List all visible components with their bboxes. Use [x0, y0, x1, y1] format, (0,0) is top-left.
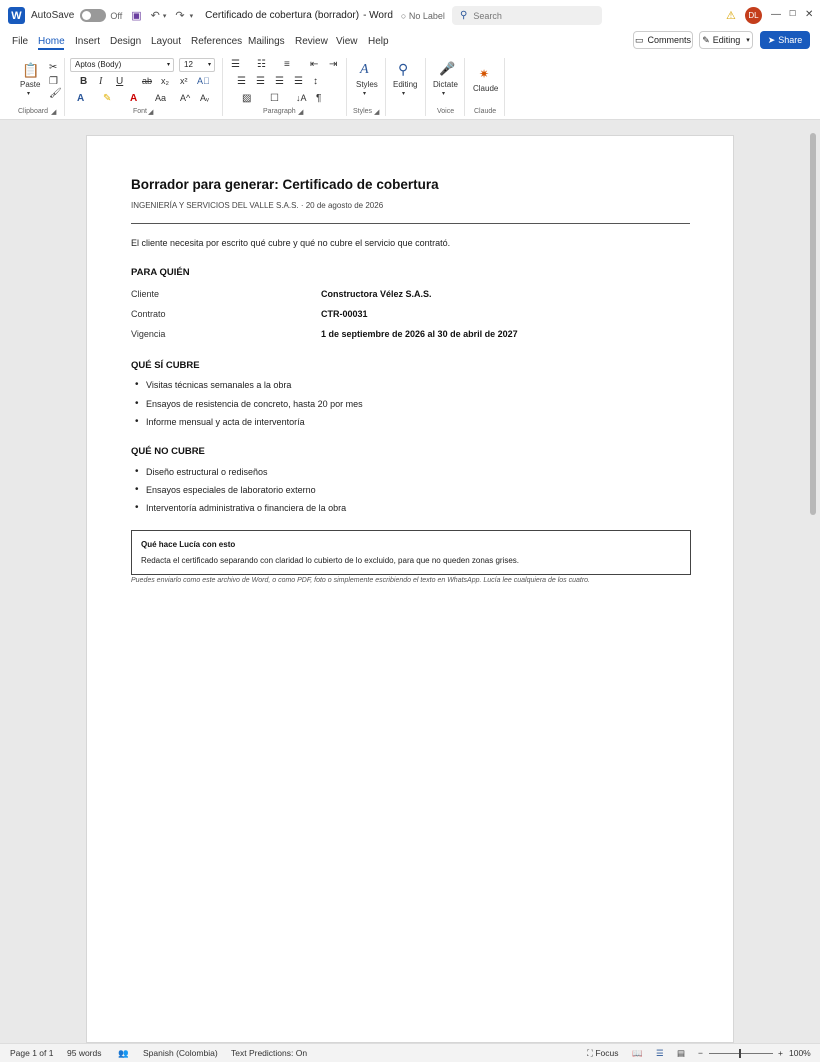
- document-heading: Borrador para generar: Certificado de cobertura: [131, 177, 439, 192]
- divider: [385, 58, 386, 116]
- paste-icon[interactable]: 📋: [22, 62, 40, 78]
- search-icon: ⚲: [460, 10, 468, 21]
- accessibility-icon[interactable]: 👥: [118, 1048, 129, 1058]
- borders-icon[interactable]: ☐: [270, 93, 279, 104]
- shrink-font-icon[interactable]: Aᵥ: [200, 93, 209, 103]
- status-bar: [0, 1043, 820, 1062]
- comments-button[interactable]: [633, 31, 693, 49]
- note-box: [131, 530, 691, 575]
- editing-mode-label: Editing: [712, 35, 741, 45]
- tab-home[interactable]: Home: [38, 36, 65, 47]
- divider: [64, 58, 65, 116]
- share-button[interactable]: [760, 31, 810, 49]
- focus-button[interactable]: [587, 1048, 618, 1059]
- search-placeholder: Search: [473, 10, 502, 21]
- paste-label[interactable]: Paste: [20, 80, 41, 89]
- undo-dropdown-icon[interactable]: ▾: [162, 12, 167, 20]
- shading-icon[interactable]: ▨: [242, 93, 252, 104]
- tab-design[interactable]: Design: [110, 36, 142, 47]
- ribbon-tabs: [0, 31, 820, 53]
- microphone-icon[interactable]: 🎤: [439, 61, 456, 76]
- app-name: - Word: [363, 10, 393, 21]
- tab-review[interactable]: Review: [295, 36, 328, 47]
- format-painter-icon[interactable]: 🖌: [49, 88, 62, 99]
- font-name-select[interactable]: [70, 58, 174, 72]
- divider: [425, 58, 426, 116]
- text-predictions-status[interactable]: Text Predictions: On: [231, 1048, 308, 1058]
- autosave-toggle[interactable]: [80, 9, 106, 22]
- sensitivity-label[interactable]: [401, 11, 445, 21]
- italic-icon[interactable]: I: [99, 76, 103, 87]
- paste-dropdown-icon[interactable]: ▾: [27, 91, 31, 97]
- list-item-text: Informe mensual y acta de interventoría: [146, 417, 305, 427]
- comment-icon: ▭: [634, 34, 644, 45]
- bold-icon[interactable]: B: [80, 76, 88, 87]
- dictate-dropdown-icon[interactable]: ▾: [442, 91, 446, 97]
- maximize-icon[interactable]: ☐: [789, 9, 797, 18]
- validity-key: Vigencia: [131, 329, 166, 339]
- avatar[interactable]: DL: [745, 7, 762, 24]
- minimize-icon[interactable]: —: [771, 9, 781, 20]
- styles-dropdown-icon[interactable]: ▾: [363, 91, 367, 97]
- close-icon[interactable]: ✕: [805, 9, 814, 20]
- list-item: [136, 467, 268, 477]
- copy-icon[interactable]: ❐: [49, 76, 58, 87]
- customize-toolbar-icon[interactable]: ▾: [189, 12, 194, 20]
- pencil-icon: ✎: [702, 34, 710, 45]
- highlight-icon[interactable]: ✎: [103, 93, 112, 104]
- dictate-button-label[interactable]: Dictate: [433, 80, 458, 89]
- language-status[interactable]: Spanish (Colombia): [143, 1048, 218, 1058]
- validity-value: 1 de septiembre de 2026 al 30 de abril de 2027: [321, 329, 518, 339]
- active-tab-indicator: [38, 48, 64, 50]
- section-para-quien-title: PARA QUIÉN: [131, 267, 190, 278]
- contract-key: Contrato: [131, 309, 166, 319]
- sensitivity-label-text: No Label: [408, 10, 445, 21]
- list-item: [136, 380, 291, 390]
- document-canvas: [0, 121, 820, 1043]
- document-page[interactable]: [86, 135, 734, 1043]
- align-right-icon[interactable]: ☰: [275, 76, 284, 87]
- claude-button-label[interactable]: Claude: [473, 84, 499, 93]
- focus-label: Focus: [595, 1048, 619, 1058]
- editing-mode-button[interactable]: [699, 31, 753, 49]
- numbering-icon[interactable]: ☷: [257, 59, 266, 70]
- font-name-value: Aptos (Body): [75, 60, 122, 69]
- autosave-state: Off: [110, 10, 123, 21]
- search-input[interactable]: [452, 6, 602, 25]
- cut-icon[interactable]: ✂: [49, 62, 58, 73]
- list-item: [136, 503, 346, 513]
- align-center-icon[interactable]: ☰: [256, 76, 265, 87]
- undo-icon[interactable]: ↶: [150, 10, 160, 22]
- align-left-icon[interactable]: ☰: [237, 76, 246, 87]
- word-app-icon: W: [8, 7, 25, 24]
- print-layout-icon[interactable]: ☰: [656, 1048, 664, 1058]
- line-spacing-icon[interactable]: ↕: [313, 76, 318, 87]
- clear-formatting-icon[interactable]: A⃠: [197, 76, 210, 86]
- divider: [131, 223, 690, 224]
- grow-font-icon[interactable]: A^: [180, 93, 191, 103]
- divider: [346, 58, 347, 116]
- styles-group-label: Styles: [353, 108, 373, 115]
- list-item: [136, 485, 316, 495]
- claude-group-label: Claude: [474, 108, 497, 115]
- list-item-text: Ensayos de resistencia de concreto, hasta 20 por mes: [146, 399, 363, 409]
- zoom-level[interactable]: 100%: [789, 1048, 811, 1058]
- zoom-in-icon[interactable]: +: [778, 1048, 783, 1058]
- web-layout-icon[interactable]: ▤: [677, 1048, 686, 1058]
- superscript-icon[interactable]: x²: [180, 76, 188, 86]
- title-bar: [0, 0, 820, 31]
- font-color-icon[interactable]: A: [130, 93, 138, 104]
- editing-dropdown-icon[interactable]: ▾: [402, 91, 406, 97]
- chevron-down-icon: ▾: [746, 37, 750, 44]
- toggle-knob: [82, 11, 91, 20]
- font-size-select[interactable]: [179, 58, 215, 72]
- divider: [464, 58, 465, 116]
- document-intro: El cliente necesita por escrito qué cubre y qué no cubre el servicio que contrató.: [131, 238, 451, 248]
- underline-icon[interactable]: U: [116, 76, 124, 87]
- list-item-text: Interventoría administrativa o financiera de la obra: [146, 503, 347, 513]
- font-launcher-icon[interactable]: ◢: [148, 109, 154, 116]
- clipboard-launcher-icon[interactable]: ◢: [51, 109, 57, 116]
- claude-icon[interactable]: ✷: [479, 67, 490, 81]
- tab-file[interactable]: File: [12, 36, 29, 47]
- font-group-label: Font: [133, 108, 148, 115]
- chevron-down-icon: ▾: [207, 62, 211, 68]
- label-circle-icon: ○: [400, 10, 409, 21]
- warning-icon[interactable]: ⚠: [726, 10, 736, 22]
- divider: [504, 58, 505, 116]
- sort-icon[interactable]: ↓A: [296, 93, 307, 103]
- change-case-icon[interactable]: Aa: [155, 93, 167, 103]
- editing-button-label[interactable]: Editing: [393, 80, 418, 89]
- clipboard-group-label: Clipboard: [18, 108, 48, 115]
- ribbon: [0, 53, 820, 120]
- chevron-down-icon: ▾: [166, 62, 170, 68]
- text-effects-icon[interactable]: A: [77, 93, 85, 104]
- tab-mailings[interactable]: Mailings: [248, 36, 285, 47]
- zoom-slider[interactable]: [709, 1053, 773, 1054]
- show-formatting-icon[interactable]: ¶: [316, 93, 322, 104]
- vertical-scrollbar[interactable]: [810, 133, 816, 515]
- comments-label: Comments: [647, 35, 692, 45]
- increase-indent-icon[interactable]: ⇥: [329, 59, 338, 70]
- note-text: Redacta el certificado separando con claridad lo cubierto de lo excluido, para que no queden zonas grises.: [141, 556, 520, 565]
- styles-icon[interactable]: A: [360, 62, 369, 77]
- justify-icon[interactable]: ☰: [294, 76, 303, 87]
- zoom-slider-thumb[interactable]: [739, 1049, 741, 1058]
- decrease-indent-icon[interactable]: ⇤: [310, 59, 319, 70]
- list-item: [136, 399, 363, 409]
- subscript-icon[interactable]: x₂: [161, 76, 169, 86]
- document-title: Certificado de cobertura (borrador): [205, 10, 360, 21]
- page-count[interactable]: Page 1 of 1: [10, 1048, 54, 1058]
- tab-references[interactable]: References: [191, 36, 243, 47]
- tab-help[interactable]: Help: [368, 36, 389, 47]
- document-meta: INGENIERÍA Y SERVICIOS DEL VALLE S.A.S. · 20 de agosto de 2026: [131, 201, 384, 210]
- section-si-cubre-title: QUÉ SÍ CUBRE: [131, 360, 200, 371]
- focus-icon: ⛶: [587, 1048, 596, 1058]
- divider: [222, 58, 223, 116]
- redo-icon[interactable]: ↷: [175, 10, 185, 22]
- paragraph-group-label: Paragraph: [263, 108, 296, 115]
- section-no-cubre-title: QUÉ NO CUBRE: [131, 446, 205, 457]
- save-icon[interactable]: ▣: [131, 10, 142, 22]
- client-key: Cliente: [131, 289, 160, 299]
- autosave-label: AutoSave: [31, 10, 75, 21]
- footnote: Puedes enviarlo como este archivo de Word, o como PDF, foto o simplemente escribiendo el texto en WhatsApp. Lucía lee cualquiera de los cuatro.: [131, 577, 591, 584]
- list-item-text: Visitas técnicas semanales a la obra: [146, 380, 292, 390]
- voice-group-label: Voice: [437, 108, 455, 115]
- multilevel-list-icon[interactable]: ≡: [284, 59, 290, 70]
- tab-view[interactable]: View: [336, 36, 358, 47]
- share-label: Share: [778, 35, 803, 45]
- styles-button-label[interactable]: Styles: [356, 80, 378, 89]
- list-item: [136, 417, 305, 427]
- tab-insert[interactable]: Insert: [75, 36, 101, 47]
- share-icon: ➤: [767, 34, 776, 45]
- find-icon[interactable]: ⚲: [398, 61, 409, 77]
- bullets-icon[interactable]: ☰: [231, 59, 240, 70]
- client-value: Constructora Vélez S.A.S.: [321, 289, 432, 299]
- contract-value: CTR-00031: [321, 309, 368, 319]
- font-size-value: 12: [184, 60, 193, 69]
- styles-launcher-icon[interactable]: ◢: [374, 109, 380, 116]
- strikethrough-icon[interactable]: ab: [142, 76, 153, 86]
- word-count[interactable]: 95 words: [67, 1048, 102, 1058]
- paragraph-launcher-icon[interactable]: ◢: [298, 109, 304, 116]
- zoom-out-icon[interactable]: −: [698, 1048, 703, 1058]
- list-item-text: Diseño estructural o rediseños: [146, 467, 268, 477]
- read-mode-icon[interactable]: 📖: [632, 1048, 643, 1058]
- tab-layout[interactable]: Layout: [151, 36, 182, 47]
- note-title: Qué hace Lucía con esto: [141, 540, 236, 549]
- list-item-text: Ensayos especiales de laboratorio externo: [146, 485, 316, 495]
